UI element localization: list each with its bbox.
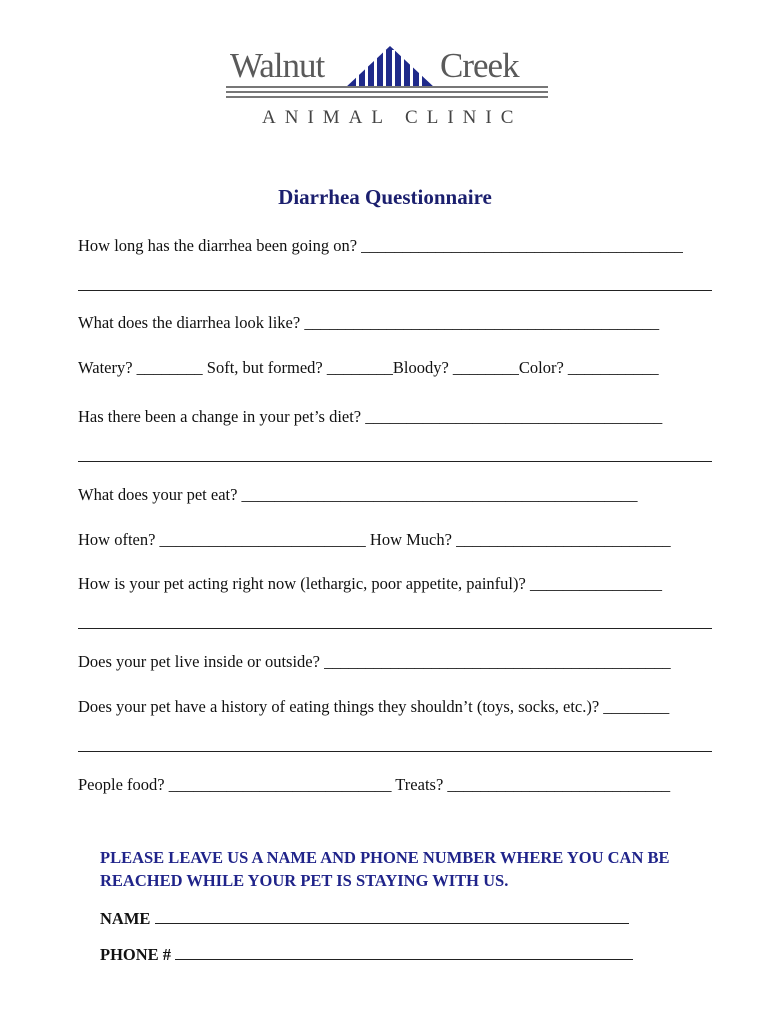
building-icon	[340, 44, 440, 88]
answer-line-duration[interactable]	[78, 290, 712, 291]
contact-notice: PLEASE LEAVE US A NAME AND PHONE NUMBER WHERE YOU CAN BE REACHED WHILE YOUR PET IS STAYING WITH US.	[100, 848, 670, 890]
question-frequency-amount[interactable]: How often? _________________________ How Much? __________________________	[78, 530, 671, 549]
name-field[interactable]	[100, 909, 629, 929]
question-consistency[interactable]: Watery? ________ Soft, but formed? ________Bloody? ________Color? ___________	[78, 358, 659, 377]
question-behavior[interactable]: How is your pet acting right now (lethargic, poor appetite, painful)? ________________	[78, 574, 662, 593]
phone-field[interactable]	[100, 945, 633, 965]
name-input-line[interactable]	[155, 909, 629, 924]
question-duration[interactable]: How long has the diarrhea been going on? _______________________________________	[78, 236, 683, 255]
answer-line-behavior[interactable]	[78, 628, 712, 629]
question-appearance[interactable]: What does the diarrhea look like? ___________________________________________	[78, 313, 660, 332]
answer-line-eating-history[interactable]	[78, 751, 712, 752]
logo-subtitle: ANIMAL CLINIC	[262, 107, 523, 128]
logo-rule-lines	[226, 86, 548, 101]
phone-input-line[interactable]	[175, 945, 633, 960]
logo-word-walnut: Walnut	[230, 46, 325, 85]
question-living[interactable]: Does your pet live inside or outside? __________________________________________	[78, 652, 671, 671]
form-title: Diarrhea Questionnaire	[278, 185, 492, 209]
question-eating-history[interactable]: Does your pet have a history of eating things they shouldn’t (toys, socks, etc.)? ________	[78, 697, 670, 716]
answer-line-diet-change[interactable]	[78, 461, 712, 462]
question-people-food-treats[interactable]: People food? ___________________________ Treats? ___________________________	[78, 775, 671, 794]
question-pet-food[interactable]: What does your pet eat? ________________________________________________	[78, 485, 638, 504]
question-diet-change[interactable]: Has there been a change in your pet’s diet? ____________________________________	[78, 407, 663, 426]
name-label: NAME	[100, 909, 151, 928]
phone-label: PHONE #	[100, 945, 172, 964]
clinic-logo	[222, 44, 552, 134]
logo-word-creek: Creek	[440, 46, 519, 85]
